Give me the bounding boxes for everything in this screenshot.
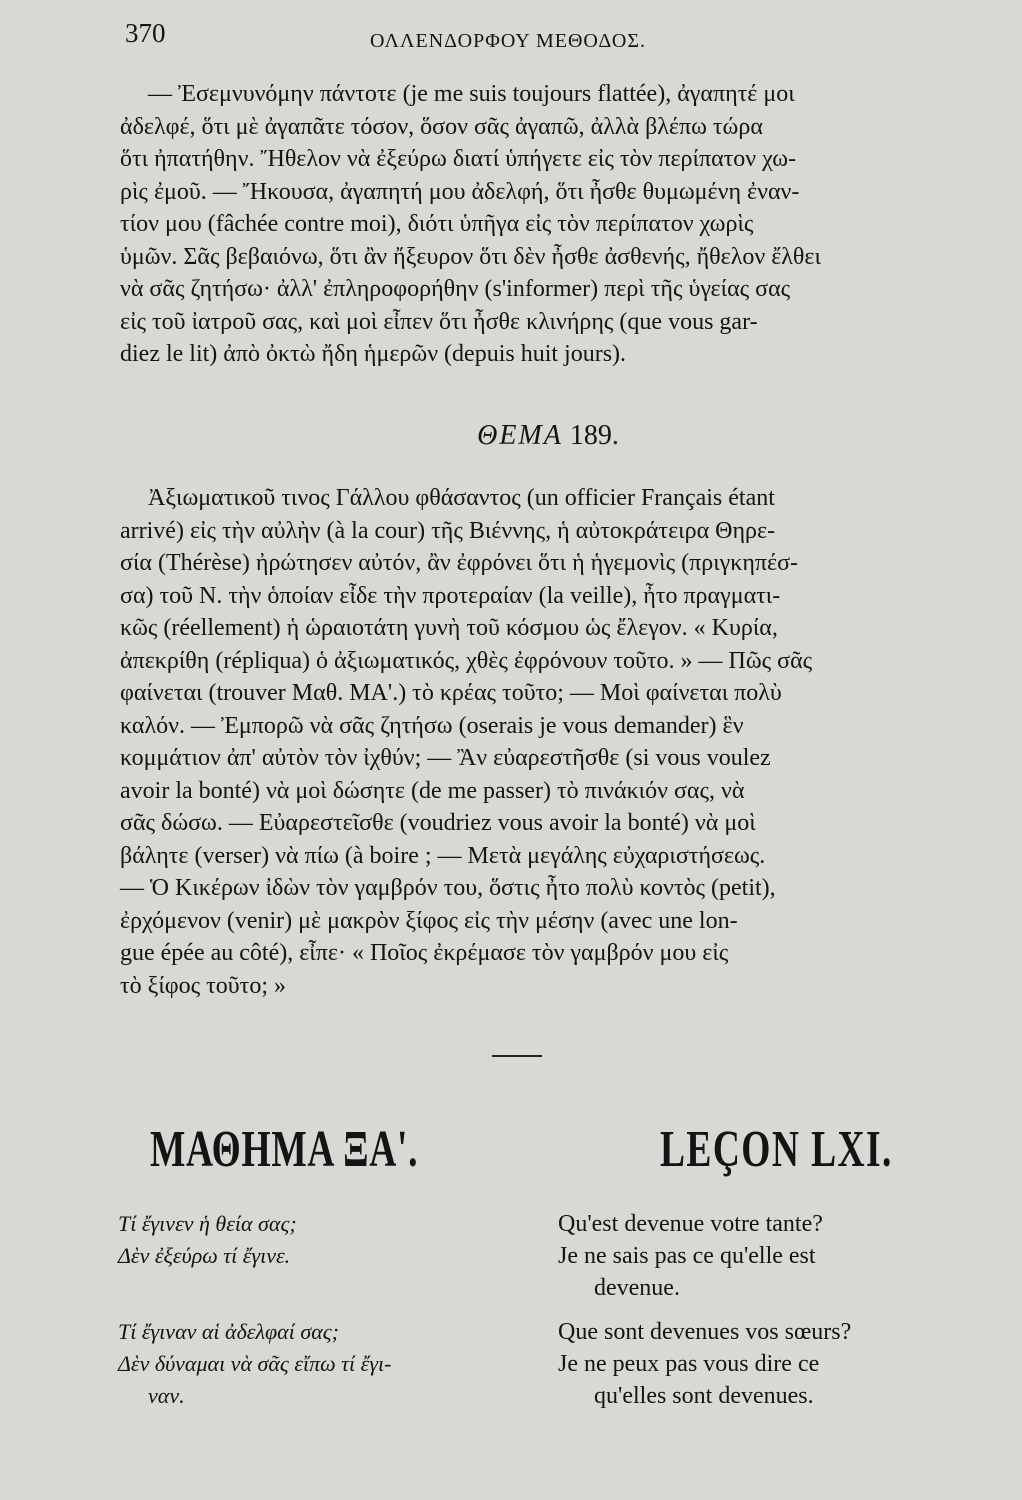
text-line: τίον μου (fâchée contre moi), διότι ὑπῆγα εἰς τὸν περίπατον χωρὶς bbox=[120, 211, 754, 237]
french-line: qu'elles sont devenues. bbox=[594, 1383, 814, 1409]
greek-line: Τί ἔγινεν ἡ θεία σας; bbox=[118, 1211, 297, 1236]
page-header bbox=[120, 18, 980, 58]
text-line: ρὶς ἐμοῦ. — Ἤκουσα, ἀγαπητή μου ἀδελφή, ὅτι ἦσθε θυμωμένη ἐναν- bbox=[120, 178, 800, 205]
french-column bbox=[558, 1208, 978, 1304]
text-line: ἀδελφέ, ὅτι μὲ ἀγαπᾶτε τόσον, ὅσον σᾶς ἀγαπῶ, ἀλλὰ βλέπω τώρα bbox=[120, 113, 763, 140]
greek-line: Δὲν ἐξεύρω τί ἔγινε. bbox=[118, 1243, 291, 1268]
text-line: — Ὁ Κικέρων ἰδὼν τὸν γαμβρόν του, ὅστις ἦτο πολὺ κοντὸς (petit), bbox=[120, 875, 776, 901]
greek-column bbox=[118, 1316, 518, 1412]
text-line: arrivé) εἰς τὴν αὐλὴν (à la cour) τῆς Βιέννης, ἡ αὐτοκράτειρα Θηρε- bbox=[120, 517, 776, 544]
french-line: devenue. bbox=[594, 1275, 680, 1301]
text-line: diez le lit) ἀπὸ ὀκτὼ ἤδη ἡμερῶν (depuis huit jours). bbox=[120, 341, 627, 367]
text-line: νὰ σᾶς ζητήσω· ἀλλ' ἐπληροφορήθην (s'informer) περὶ τῆς ὑγείας σας bbox=[120, 276, 791, 302]
theme-label: ΘΕΜΑ bbox=[477, 420, 563, 451]
theme-heading bbox=[120, 420, 976, 452]
sentence-pair bbox=[118, 1208, 978, 1304]
text-line: σᾶς δώσω. — Εὐαρεστεῖσθε (voudriez vous avoir la bonté) νὰ μοὶ bbox=[120, 810, 756, 836]
lesson-title-greek: ΜΑΘΗΜΑ ΞΑ'. bbox=[150, 1121, 419, 1178]
text-line: κῶς (réellement) ἡ ὡραιοτάτη γυνὴ τοῦ κόσμου ὡς ἔλεγον. « Κυρία, bbox=[120, 615, 778, 641]
text-line: εἰς τοῦ ἰατροῦ σας, καὶ μοὶ εἶπεν ὅτι ἦσθε κλινήρης (que vous gar- bbox=[120, 308, 758, 335]
greek-line: ναν. bbox=[148, 1383, 185, 1408]
text-line: σία (Thérèse) ἠρώτησεν αὐτόν, ἂν ἐφρόνει ὅτι ἡ ἡγεμονὶς (πριγκηπέσ- bbox=[120, 550, 799, 576]
text-line: avoir la bonté) νὰ μοὶ δώσητε (de me passer) τὸ πινάκιόν σας, νὰ bbox=[120, 777, 745, 804]
french-line: Que sont devenues vos sœurs? bbox=[558, 1319, 852, 1345]
theme-paragraph bbox=[120, 482, 976, 1002]
lesson-title-french: LEÇON LXI. bbox=[660, 1121, 893, 1178]
bilingual-columns bbox=[118, 1208, 978, 1424]
greek-column bbox=[118, 1208, 518, 1304]
text-line: σα) τοῦ Ν. τὴν ὁποίαν εἶδε τὴν προτεραίαν (la veille), ἦτο πραγματι- bbox=[120, 582, 781, 609]
french-line: Qu'est devenue votre tante? bbox=[558, 1211, 823, 1237]
text-line: φαίνεται (trouver Μαθ. ΜΑ'.) τὸ κρέας τοῦτο; — Μοὶ φαίνεται πολὺ bbox=[120, 680, 782, 706]
text-line: ἀπεκρίθη (répliqua) ὁ ἀξιωματικός, χθὲς ἐφρόνουν τοῦτο. » — Πῶς σᾶς bbox=[120, 647, 813, 674]
french-line: Je ne sais pas ce qu'elle est bbox=[558, 1243, 816, 1269]
greek-line: Τί ἔγιναν αἱ ἀδελφαί σας; bbox=[118, 1319, 339, 1344]
text-line: καλόν. — Ἐμπορῶ νὰ σᾶς ζητήσω (oserais je vous demander) ἓν bbox=[120, 712, 744, 739]
running-title: ΟΛΛΕΝΔΟΡΦΟΥ ΜΕΘΟΔΟΣ. bbox=[370, 30, 646, 52]
page-number: 370 bbox=[125, 18, 166, 48]
text-line: ὑμῶν. Σᾶς βεβαιόνω, ὅτι ἂν ἤξευρον ὅτι δὲν ἦσθε ἀσθενής, ἤθελον ἔλθει bbox=[120, 243, 821, 270]
text-line: ὅτι ἠπατήθην. Ἤθελον νὰ ἐξεύρω διατί ὑπήγετε εἰς τὸν περίπατον χω- bbox=[120, 146, 797, 172]
text-line: κομμάτιον ἀπ' αὐτὸν τὸν ἰχθύν; — Ἂν εὐαρεστῆσθε (si vous voulez bbox=[120, 745, 771, 771]
french-column bbox=[558, 1316, 978, 1412]
text-line: τὸ ξίφος τοῦτο; » bbox=[120, 972, 286, 999]
sentence-pair bbox=[118, 1316, 978, 1412]
french-line: Je ne peux pas vous dire ce bbox=[558, 1351, 820, 1377]
text-line: Ἀξιωματικοῦ τινος Γάλλου φθάσαντος (un officier Français étant bbox=[148, 485, 775, 511]
text-line: βάλητε (verser) νὰ πίω (à boire ; — Μετὰ μεγάλης εὐχαριστήσεως. bbox=[120, 842, 766, 869]
section-divider bbox=[492, 1055, 542, 1057]
theme-number: 189. bbox=[569, 420, 619, 451]
dialogue-paragraph bbox=[120, 78, 976, 371]
text-line: ἐρχόμενον (venir) μὲ μακρὸν ξίφος εἰς τὴν μέσην (avec une lon- bbox=[120, 907, 738, 934]
text-line: gue épée au côté), εἶπε· « Ποῖος ἐκρέμασε τὸν γαμβρόν μου εἰς bbox=[120, 940, 729, 966]
text-line: — Ἐσεμνυνόμην πάντοτε (je me suis toujours flattée), ἀγαπητέ μοι bbox=[148, 81, 795, 107]
greek-line: Δὲν δύναμαι νὰ σᾶς εἴπω τί ἔγι- bbox=[118, 1351, 392, 1376]
